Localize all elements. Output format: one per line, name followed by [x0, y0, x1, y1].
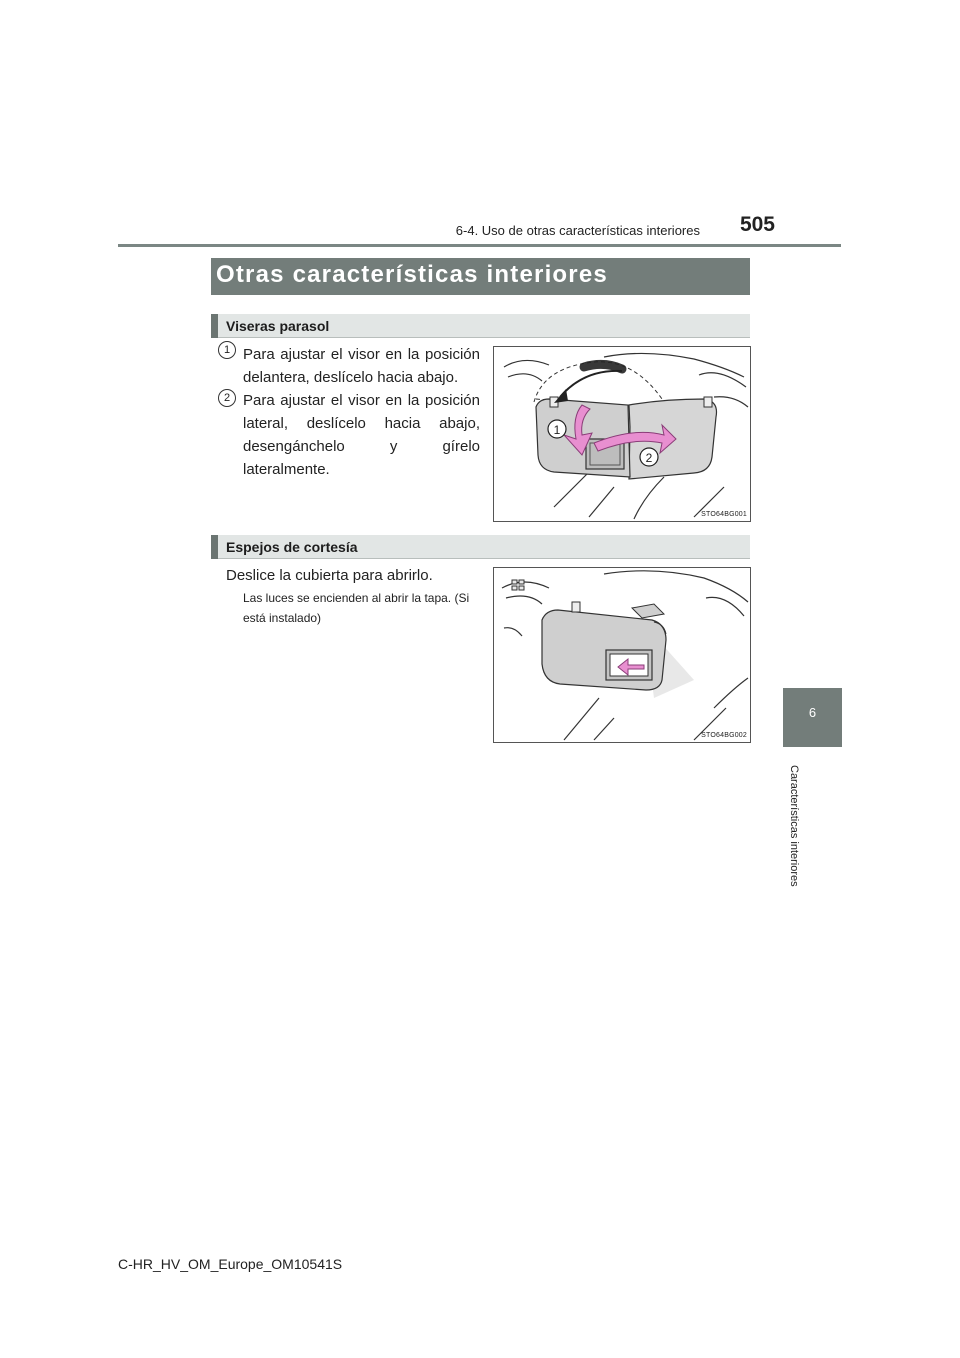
figure-callout-2: 2: [645, 451, 653, 465]
sun-visor-drawing: [494, 347, 750, 521]
section-heading-espejos: [211, 535, 750, 559]
section-heading-text: Viseras parasol: [226, 318, 330, 334]
header-rule: [118, 244, 841, 247]
running-header-section: 6-4. Uso de otras características interiores: [455, 223, 700, 238]
step-text-1: Para ajustar el visor en la posición delantera, deslícelo hacia abajo.: [243, 346, 480, 386]
step-badge-1: 1: [218, 341, 236, 359]
vanity-mirror-illustration: [493, 567, 751, 743]
document-footer: C-HR_HV_OM_Europe_OM10541S: [118, 1256, 343, 1272]
section-heading-text: Espejos de cortesía: [226, 539, 358, 555]
page-title: Otras características interiores: [216, 261, 608, 288]
page-number: 505: [739, 213, 775, 236]
step-badge-2: 2: [218, 389, 236, 407]
chapter-tab-label: [770, 765, 830, 915]
sun-visor-illustration: [493, 346, 751, 522]
figure-code-1: STO64BG001: [701, 511, 747, 518]
mirror-note: Las luces se encienden al abrir la tapa. (Si está instalado): [243, 591, 470, 625]
chapter-tab-label-text: Características interiores: [788, 765, 800, 887]
figure-callout-1: 1: [553, 423, 561, 437]
figure-code-2: STO64BG002: [701, 732, 747, 739]
chapter-tab-number: 6: [808, 705, 817, 720]
section-heading-viseras: [211, 314, 750, 338]
mirror-instruction: Deslice la cubierta para abrirlo.: [226, 567, 433, 584]
vanity-mirror-drawing: [494, 568, 750, 742]
step-text-2: Para ajustar el visor en la posición lateral, deslícelo hacia abajo, desengánchelo y gírelo lateralmente.: [243, 392, 480, 478]
